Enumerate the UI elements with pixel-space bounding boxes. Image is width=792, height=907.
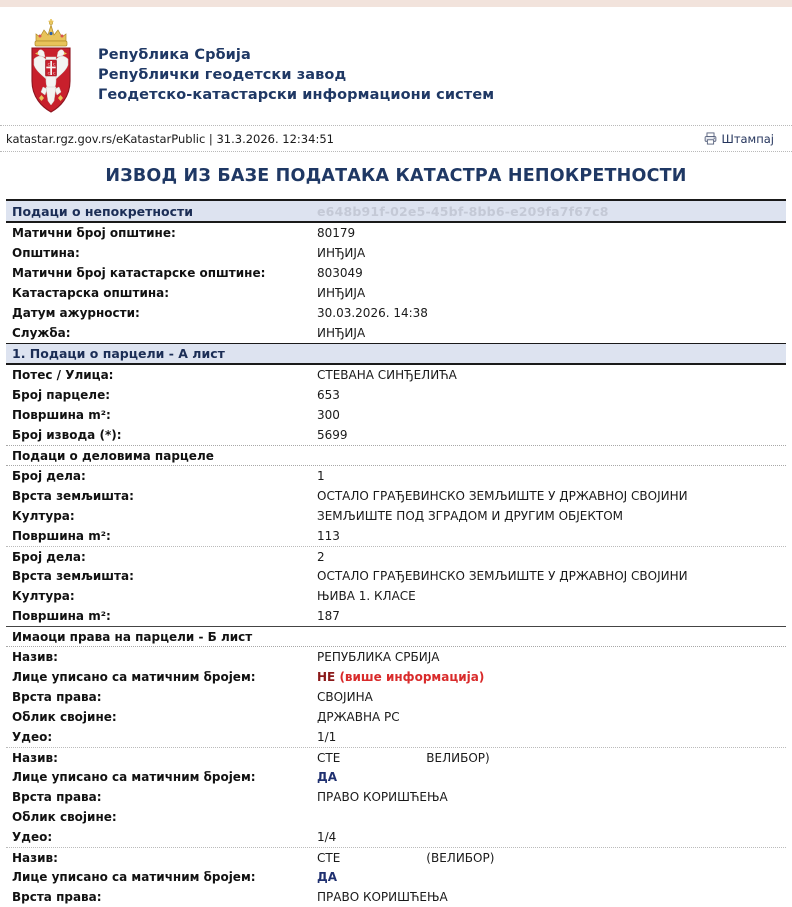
table-row <box>6 526 786 546</box>
row-label: Број парцеле: <box>12 388 111 402</box>
table-row <box>6 767 786 787</box>
row-label: Датум ажурности: <box>12 306 140 320</box>
row-value: 300 <box>317 408 340 422</box>
org-line-system: Геодетско-катастарски информациони систем <box>98 87 495 103</box>
row-label: Врста земљишта: <box>12 489 134 503</box>
url-timestamp-text: katastar.rgz.gov.rs/eKatastarPublic | 31.3.2026. 12:34:51 <box>6 131 334 146</box>
row-label: Назив: <box>12 650 58 664</box>
row-value: 1 <box>317 469 325 483</box>
url-timestamp-bar <box>0 125 792 152</box>
row-value: 2 <box>317 549 325 564</box>
extract-table <box>6 201 786 907</box>
row-label: Број дела: <box>12 549 86 564</box>
row-value: ЗЕМЉИШТЕ ПОД ЗГРАДОМ И ДРУГИМ ОБЈЕКТОМ <box>317 509 624 523</box>
row-value: 803049 <box>317 266 363 280</box>
organization-titles <box>98 45 494 105</box>
row-value: ИНЂИЈА <box>317 286 366 300</box>
table-row <box>6 223 786 243</box>
table-row <box>6 566 786 586</box>
row-value: ОСТАЛО ГРАЂЕВИНСКО ЗЕМЉИШТЕ У ДРЖАВНОЈ СВОЈИНИ <box>317 489 688 503</box>
row-value: 80179 <box>317 226 356 240</box>
masthead <box>0 7 792 125</box>
table-row <box>6 847 786 867</box>
row-label: Врста права: <box>12 690 102 704</box>
row-value: 1/1 <box>317 730 337 744</box>
row-label: Потес / Улица: <box>12 368 114 382</box>
row-label: Врста права: <box>12 790 102 804</box>
row-value: 653 <box>317 388 340 402</box>
serbia-coat-of-arms-icon <box>22 19 80 119</box>
table-row <box>6 647 786 667</box>
table-row <box>6 263 786 283</box>
table-row <box>6 323 786 343</box>
row-value: 5699 <box>317 428 348 442</box>
row-value: 1/4 <box>317 830 337 844</box>
row-label: Култура: <box>12 589 75 603</box>
holder-name <box>317 851 494 865</box>
page-title: ИЗВОД ИЗ БАЗЕ ПОДАТАКА КАТАСТРА НЕПОКРЕТНОСТИ <box>6 152 786 201</box>
table-row <box>6 747 786 767</box>
printer-icon <box>704 132 717 145</box>
table-row <box>6 283 786 303</box>
row-label: Врста права: <box>12 890 102 904</box>
svg-text:С: С <box>47 62 50 67</box>
table-row <box>6 506 786 526</box>
row-label: Лице уписано са матичним бројем: <box>12 770 256 784</box>
row-label: Облик својине: <box>12 810 117 824</box>
holder-name: РЕПУБЛИКА СРБИЈА <box>317 650 440 664</box>
more-info-link[interactable]: (више информација) <box>339 670 485 684</box>
table-row <box>6 687 786 707</box>
subsection-title-parcel-parts: Подаци о деловима парцеле <box>12 448 214 463</box>
table-row <box>6 606 786 626</box>
org-line-country: Република Србија <box>98 47 251 63</box>
row-label: Назив: <box>12 750 58 765</box>
registered-status: ДА <box>317 770 337 784</box>
row-label: Врста земљишта: <box>12 569 134 583</box>
table-row <box>6 385 786 405</box>
print-button[interactable] <box>704 132 774 146</box>
top-accent-strip <box>0 0 792 7</box>
row-label: Површина m²: <box>12 609 111 623</box>
table-row <box>6 405 786 425</box>
row-value: 30.03.2026. 14:38 <box>317 306 428 320</box>
table-row <box>6 303 786 323</box>
registered-status: ДА <box>317 870 337 884</box>
table-row <box>6 887 786 907</box>
row-label: Удео: <box>12 730 53 744</box>
section-title-parcel: 1. Подаци о парцели - А лист <box>12 346 225 361</box>
svg-text:С: С <box>53 71 56 76</box>
org-line-authority: Републички геодетски завод <box>98 67 347 83</box>
row-label: Матични број катастарске општине: <box>12 266 266 280</box>
section-header-property <box>6 201 786 223</box>
row-value: ОСТАЛО ГРАЂЕВИНСКО ЗЕМЉИШТЕ У ДРЖАВНОЈ СВОЈИНИ <box>317 569 688 583</box>
row-value: 113 <box>317 529 340 543</box>
holder-name-suffix: (ВЕЛИБОР) <box>426 850 495 865</box>
row-label: Служба: <box>12 326 71 340</box>
row-label: Облик својине: <box>12 710 117 724</box>
row-value: СВОЈИНА <box>317 690 373 704</box>
holder-name-prefix: СТЕ <box>317 850 341 865</box>
table-row <box>6 425 786 445</box>
table-row <box>6 586 786 606</box>
table-row <box>6 727 786 747</box>
table-row <box>6 867 786 887</box>
table-row <box>6 787 786 807</box>
table-row <box>6 546 786 566</box>
row-value: ИНЂИЈА <box>317 326 366 340</box>
registered-status <box>317 670 484 684</box>
row-value: ДРЖАВНА РС <box>317 710 400 724</box>
registered-status-value: НЕ <box>317 670 336 684</box>
row-label: Удео: <box>12 830 53 844</box>
row-value: ЊИВА 1. КЛАСЕ <box>317 589 416 603</box>
holder-name-suffix: ВЕЛИБОР) <box>426 750 490 765</box>
subsection-header-rights-holders <box>6 626 786 647</box>
subsection-title-rights-holders: Имаоци права на парцели - Б лист <box>12 629 253 644</box>
row-label: Површина m²: <box>12 529 111 543</box>
row-value: 187 <box>317 609 340 623</box>
table-row <box>6 807 786 827</box>
table-row <box>6 827 786 847</box>
row-value: ПРАВО КОРИШЋЕЊА <box>317 790 448 804</box>
svg-text:С: С <box>47 71 50 76</box>
row-label: Култура: <box>12 509 75 523</box>
subsection-header-parcel-parts <box>6 445 786 466</box>
row-value: СТЕВАНА СИНЂЕЛИЋА <box>317 368 457 382</box>
table-row <box>6 365 786 385</box>
row-label: Број извода (*): <box>12 428 122 442</box>
holder-name <box>317 751 490 765</box>
table-row <box>6 707 786 727</box>
table-row <box>6 486 786 506</box>
row-label: Назив: <box>12 850 58 865</box>
row-value: ИНЂИЈА <box>317 246 366 260</box>
table-row <box>6 243 786 263</box>
print-button-label: Штампај <box>721 131 774 146</box>
section-header-parcel <box>6 343 786 365</box>
holder-name-prefix: СТЕ <box>317 750 341 765</box>
row-label: Општина: <box>12 246 80 260</box>
table-row <box>6 466 786 486</box>
svg-text:С: С <box>53 62 56 67</box>
row-label: Катастарска општина: <box>12 286 170 300</box>
row-label: Матични број општине: <box>12 226 176 240</box>
property-uuid: e648b91f-02e5-45bf-8bb6-e209fa7f67c8 <box>317 203 609 219</box>
row-value: ПРАВО КОРИШЋЕЊА <box>317 890 448 904</box>
row-label: Лице уписано са матичним бројем: <box>12 670 256 684</box>
row-label: Лице уписано са матичним бројем: <box>12 870 256 884</box>
row-label: Површина m²: <box>12 408 111 422</box>
table-row <box>6 667 786 687</box>
section-title-property: Подаци о непокретности <box>12 203 194 219</box>
row-label: Број дела: <box>12 469 86 483</box>
